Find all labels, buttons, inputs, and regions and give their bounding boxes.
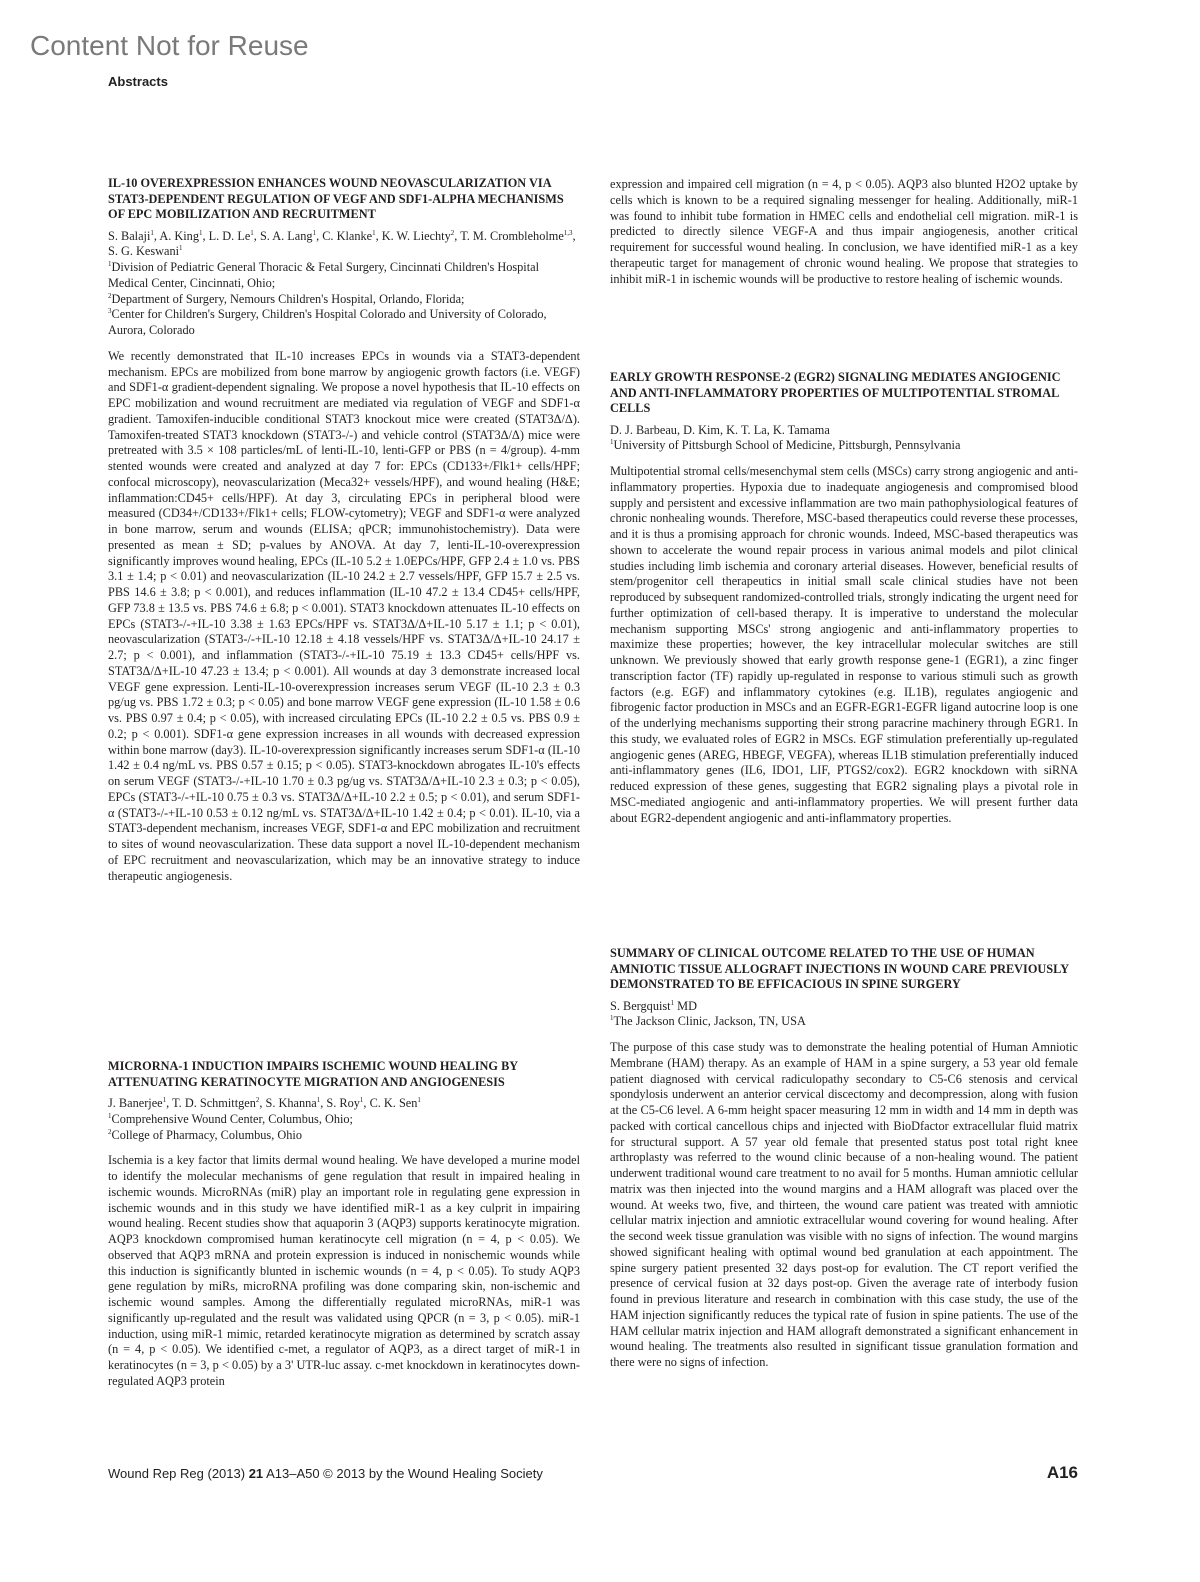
author-name: S. Balaji: [108, 228, 151, 243]
author-affiliation-mark: 1: [316, 1095, 321, 1104]
author-separator: ,: [259, 1096, 266, 1110]
abstract-il10: [108, 176, 580, 884]
author-affiliation-mark: 1: [417, 1095, 421, 1104]
affiliation: [108, 1128, 580, 1144]
section-label: Abstracts: [108, 74, 168, 89]
abstract-body-continued: expression and impaired cell migration (n = 4, p < 0.05). AQP3 also blunted H2O2 uptake by cells which is known to be a required signaling messenger for healing. Additionally, miR-1 was found to inhibit tube formation in HMEC cells and endothelial cell migration. miR-1 is predicted to directly silence VEGF-A and thus impair angiogenesis, another critical requirement for successful wound healing. In conclusion, we have identified miR-1 as a key therapeutic target for management of chronic wound healing. We propose that strategies to inhibit miR-1 in ischemic wounds will be productive to restore healing of ischemic wounds.: [610, 177, 1078, 286]
author-affiliation-mark: 1: [670, 998, 675, 1007]
abstract-title: SUMMARY OF CLINICAL OUTCOME RELATED TO THE USE OF HUMAN AMNIOTIC TISSUE ALLOGRAFT INJECTIONS IN WOUND CARE PREVIOUSLY DEMONSTRATED TO BE EFFICACIOUS IN SPINE SURGERY: [610, 946, 1069, 991]
author-name: J. Banerjee: [108, 1096, 163, 1110]
author-affiliation-mark: 1: [359, 1095, 364, 1104]
affiliation-mark: 3: [108, 307, 112, 316]
affiliation-mark: 2: [108, 291, 112, 300]
author-affiliation-mark: 1: [162, 1095, 167, 1104]
author-affiliation-mark: 1: [198, 228, 203, 237]
author-separator: ,: [676, 422, 684, 437]
abstract-body: The purpose of this case study was to demonstrate the healing potential of Human Amniotic Membrane (HAM) therapy. As an example of HAM in a spine surgery, a 53 year old female patient diagnosed with cervical radiculopathy secondary to C5-C6 stenosis and cervical spondylosis underwent an anterior cervical discectomy and decompression, along with fusion at the C5-C6 level. A 6-mm height spacer measuring 12 mm in width and 14 mm in depth was packed with cortical cancellous chips and injected with BioDfactor extracellular fluid matrix for structural support. A 57 year old female that presented status post total right knee arthroplasty was referred to the wound clinic because of a non-healing wound. The patient underwent traditional wound care treatment to no avail for 5 months. Human amniotic cellular matrix was then injected into the wound margins and a HAM allograft was placed over the wound. At weeks two, five, and thirteen, the wound care patient was treated with amniotic cellular matrix injection and amniotic extracellular wound covering for wound healing. After the second week tissue granulation was visible with no signs of infection. The wound margins showed significant healing with optimal wound bed granulation at each appointment. The spine surgery patient presented 32 days post-op for evalution. The CT report verified the presence of cervical fusion at 32 days post-op. Given the average rate of interbody fusion found in previous literature and research in combination with this case study, the use of the HAM injection significantly reduces the typical rate of fusion in spine patients. The use of the HAM cellular matrix injection and HAM allograft demonstrated a significant enhancement in wound healing. The treatments also resulted in significant tissue granulation formation and there were no signs of infection.: [610, 1040, 1078, 1369]
author-affiliation-mark: 1: [250, 228, 254, 237]
author-name: C. Klanke: [322, 228, 373, 243]
author-separator: ,: [153, 228, 160, 243]
affiliation-list: [610, 1014, 1078, 1030]
author-separator: ,: [320, 1096, 327, 1110]
author-separator: ,: [166, 1096, 173, 1110]
journal-name: Wound Rep Reg (2013): [108, 1466, 246, 1481]
author-separator: ,: [363, 1096, 370, 1110]
author-affiliation-mark: 1: [312, 228, 317, 237]
abstract-microrna1: [108, 1059, 580, 1390]
affiliation-mark: 1: [108, 1111, 112, 1120]
affiliation-list: [610, 438, 1078, 454]
affiliation: [108, 292, 580, 308]
affiliation-text: Comprehensive Wound Center, Columbus, Ohio;: [111, 1111, 353, 1126]
author-separator: ,: [720, 422, 727, 437]
author-name: L. D. Le: [208, 228, 251, 243]
author-name: D. Kim: [683, 422, 720, 437]
affiliation-text: Division of Pediatric General Thoracic & Fetal Surgery, Cincinnati Children's Hospital Medical Center, Cincinnati, Ohio;: [108, 260, 540, 290]
journal-citation: [108, 1466, 543, 1481]
abstract-amniotic: [610, 946, 1078, 1371]
author-list: [610, 999, 1078, 1015]
journal-volume: 21: [248, 1466, 264, 1481]
affiliation-mark: 1: [610, 438, 614, 447]
abstract-title: EARLY GROWTH RESPONSE-2 (EGR2) SIGNALING MEDIATES ANGIOGENIC AND ANTI-INFLAMMATORY PROPERTIES OF MULTIPOTENTIAL STROMAL CELLS: [610, 370, 1061, 415]
author-affiliation-mark: 1,3: [563, 228, 573, 237]
affiliation: [108, 1112, 580, 1128]
abstract-microrna1-continued: [610, 177, 1078, 287]
affiliation-list: [108, 260, 580, 339]
author-separator: ,: [253, 228, 260, 243]
author-list: [610, 423, 1078, 439]
author-name: S. Khanna: [265, 1096, 317, 1110]
affiliation: [610, 438, 1078, 454]
author-name: D. J. Barbeau: [610, 422, 677, 437]
affiliation-text: College of Pharmacy, Columbus, Ohio: [111, 1127, 302, 1142]
abstract-body: We recently demonstrated that IL-10 increases EPCs in wounds via a STAT3-dependent mechanism. EPCs are mobilized from bone marrow by angiogenic growth factors (i.e. VEGF) and SDF1-α gradient-dependent signaling. We propose a novel hypothesis that IL-10 effects on EPC mobilization and wound recruitment are mediated via regulation of VEGF and SDF1-α gradient. Tamoxifen-inducible conditional STAT3 knockout mice were created (STAT3Δ/Δ). Tamoxifen-treated STAT3 knockdown (STAT3-/-) and vehicle control (STAT3Δ/Δ) mice were pretreated with 3.5 × 108 particles/mL of lenti-IL-10, lenti-GFP or PBS (n = 4/group). 4-mm stented wounds were created and analyzed at day 7 for: EPCs (CD133+/Flk1+ cells/HPF; confocal microscopy), neovascularization (Meca32+ vessels/HPF), and wound healing (H&E; inflammation:CD45+ cells/HPF). At day 3, circulating EPCs in peripheral blood were measured (CD34+/CD133+/Flk1+ cells; FLOW-cytometry); VEGF and SDF1-α were analyzed in bone marrow, serum and wounds (ELISA; qPCR; immunohistochemistry). Data were presented as mean ± SD; p-values by ANOVA. At day 7, lenti-IL-10-overexpression significantly improves wound healing, EPCs (IL-10 5.2 ± 1.0EPCs/HPF, GFP 2.4 ± 1.0 vs. PBS 3.1 ± 1.4; p < 0.01) and neovascularization (IL-10 24.2 ± 2.7 vessels/HPF, GFP 15.7 ± 2.5 vs. PBS 14.6 ± 3.8; p < 0.001), and reduces inflammation (IL-10 47.2 ± 13.4 CD45+ cells/HPF, GFP 73.8 ± 13.5 vs. PBS 74.6 ± 6.8; p < 0.001). STAT3 knockdown attenuates IL-10 effects on EPCs (STAT3-/-+IL-10 3.38 ± 1.63 EPCs/HPF vs. STAT3Δ/Δ+IL-10 5.17 ± 1.1; p < 0.01), neovascularization (STAT3-/-+IL-10 12.18 ± 4.18 vessels/HPF vs. STAT3Δ/Δ+IL-10 24.17 ± 2.7; p < 0.001), and inflammation (STAT3-/-+IL-10 75.19 ± 13.3 CD45+ cells/HPF vs. STAT3Δ/Δ+IL-10 47.23 ± 13.4; p < 0.001). All wounds at day 3 demonstrate increased local VEGF gene expression. Lenti-IL-10-overexpression increases serum VEGF (IL-10 2.3 ± 0.3 pg/ug vs. PBS 1.72 ± 0.3; p < 0.05) and bone marrow VEGF gene expression (IL-10 1.58 ± 0.6 vs. PBS 0.97 ± 0.4; p < 0.05), with increased circulating EPCs (IL-10 2.2 ± 0.5 vs. PBS 0.9 ± 0.2; p < 0.001). SDF1-α gene expression increases in all wounds with decreased expression within bone marrow (day3). IL-10-overexpression significantly increases serum SDF1-α (IL-10 1.42 ± 0.4 ng/mL vs. PBS 0.57 ± 0.15; p < 0.05). STAT3-knockdown abrogates IL-10's effects on serum VEGF (STAT3-/-+IL-10 1.70 ± 0.3 pg/ug vs. STAT3Δ/Δ+IL-10 2.3 ± 0.3; p < 0.05), EPCs (STAT3-/-+IL-10 0.75 ± 0.3 vs. STAT3Δ/Δ+IL-10 2.2 ± 0.5; p < 0.01), and serum SDF1-α (STAT3-/-+IL-10 0.53 ± 0.12 ng/mL vs. STAT3Δ/Δ+IL-10 1.42 ± 0.4; p < 0.01). IL-10, via a STAT3-dependent mechanism, increases VEGF, SDF1-α and EPC mobilization and recruitment to sites of wound neovascularization. These data support a novel IL-10-dependent mechanism of EPC recruitment and neovascularization, which may be an innovative strategy to induce therapeutic angiogenesis.: [108, 348, 580, 883]
author-name: A. King: [159, 228, 199, 243]
author-name: K. Tamama: [772, 422, 830, 437]
author-name: S. A. Lang: [259, 228, 313, 243]
author-list: [108, 229, 580, 261]
author-affiliation-mark: 1: [150, 228, 154, 237]
abstract-egr2: [610, 370, 1078, 826]
affiliation-text: Department of Surgery, Nemours Children's Hospital, Orlando, Florida;: [111, 291, 465, 306]
author-name: T. D. Schmittgen: [172, 1096, 256, 1110]
author-separator: ,: [572, 228, 576, 243]
journal-pages-copyright: A13–A50 © 2013 by the Wound Healing Society: [266, 1466, 543, 1481]
affiliation-text: The Jackson Clinic, Jackson, TN, USA: [613, 1014, 806, 1029]
author-list: [108, 1096, 580, 1112]
author-name: S. Bergquist: [610, 998, 671, 1013]
affiliation-mark: 1: [108, 259, 112, 268]
affiliation-mark: 1: [610, 1014, 614, 1023]
page-number: A16: [1046, 1463, 1078, 1482]
author-separator: ,: [375, 228, 382, 243]
author-affiliation-mark: 1: [372, 228, 376, 237]
author-name: K. T. La: [726, 422, 767, 437]
author-name: T. M. Crombleholme: [460, 228, 564, 243]
affiliation: [108, 260, 580, 292]
author-separator: ,: [766, 422, 773, 437]
watermark: Content Not for Reuse: [30, 30, 309, 61]
affiliation-text: University of Pittsburgh School of Medicine, Pittsburgh, Pennsylvania: [613, 438, 961, 453]
abstract-title: MICRORNA-1 INDUCTION IMPAIRS ISCHEMIC WOUND HEALING BY ATTENUATING KERATINOCYTE MIGRATION AND ANGIOGENESIS: [108, 1059, 518, 1089]
affiliation-text: Center for Children's Surgery, Children's Hospital Colorado and University of Colorado, Aurora, Colorado: [108, 307, 547, 337]
affiliation: [610, 1014, 1078, 1030]
author-affiliation-mark: 2: [450, 228, 455, 237]
affiliation-list: [108, 1112, 580, 1144]
author-name: S. Roy: [326, 1096, 360, 1110]
author-affiliation-mark: 1: [179, 244, 183, 253]
affiliation: [108, 307, 580, 339]
abstract-body: Ischemia is a key factor that limits dermal wound healing. We have developed a murine model to identify the molecular mechanisms of gene regulation that result in impaired healing in ischemic wounds. MicroRNAs (miR) play an important role in regulating gene expression in ischemic wounds and in this study we have identified miR-1 as a key culprit in impairing wound healing. Recent studies show that aquaporin 3 (AQP3) supports keratinocyte migration. AQP3 knockdown compromised human keratinocyte cell migration (n = 4, p < 0.05). We observed that AQP3 mRNA and protein expression is induced in nonischemic wounds while this induction is significantly blunted in ischemic wounds (n = 4, p < 0.05). To study AQP3 gene regulation by miRs, microRNA profiling was done comparing skin, non-ischemic and ischemic wound samples. Among the differentially regulated microRNAs, miR-1 was significantly up-regulated and the result was validated using QPCR (n = 3, p < 0.05). miR-1 induction, using miR-1 mimic, retarded keratinocyte migration as determined by scratch assay (n = 4, p < 0.05). We identified c-met, a regulator of AQP3, as a direct target of miR-1 in keratinocytes (n = 3, p < 0.05) by a 3' UTR-luc assay. c-met knockdown in keratinocytes down-regulated AQP3 protein: [108, 1153, 580, 1388]
abstract-body: Multipotential stromal cells/mesenchymal stem cells (MSCs) carry strong angiogenic and anti-inflammatory properties. Hypoxia due to inadequate angiogenesis and compromised blood supply and persistent and excessive inflammation are two main pathophysiological features of chronic nonhealing wounds. Therefore, MSC-based therapeutics could reverse these processes, and it is thus a promising approach for chronic wounds. Indeed, MSC-based therapeutics was shown to accelerate the wound repair process in various animal models and pilot clinical studies including limb ischemia and coronary arterial diseases. However, beneficial results of stem/progenitor cell therapeutics in initial small scale clinical studies have not been reproduced by subsequent randomized-controlled trials, strongly indicating the urgent need for further optimization of cell-based therapy. It is imperative to understand the molecular mechanism supporting MSCs' strong angiogenic and anti-inflammatory properties to maximize these properties; however, the key intracellular molecular switches are still unknown. We previously showed that early growth response gene-1 (EGR1), a zinc finger transcription factor (TF) rapidly up-regulated in response to various stimuli such as growth factors (e.g. EGF) and inflammatory cytokines (e.g. IL1B), regulates angiogenic and fibrogenic factor production in MSCs and an EGFR-EGR1-EGFR ligand autocrine loop is one of the underlying mechanisms supporting their strong paracrine machinery through EGR1. In this study, we evaluated roles of EGR2 in MSCs. EGF stimulation preferentially up-regulated angiogenic genes (AREG, HBEGF, VEGFA), whereas IL1B stimulation preferentially induced anti-inflammatory genes (IL6, IDO1, LIF, PTGS2/cox2). EGR2 knockdown with siRNA reduced expression of these genes, suggesting that EGR2 signaling plays a pivotal role in MSC-mediated angiogenic and anti-inflammatory properties. We will present further data about EGR2-dependent angiogenic and anti-inflammatory properties.: [610, 464, 1078, 825]
abstract-title: IL-10 OVEREXPRESSION ENHANCES WOUND NEOVASCULARIZATION VIA STAT3-DEPENDENT REGULATION OF VEGF AND SDF1-ALPHA MECHANISMS OF EPC MOBILIZATION AND RECRUITMENT: [108, 176, 564, 221]
author-name: K. W. Liechty: [381, 228, 451, 243]
author-separator: ,: [202, 228, 209, 243]
affiliation-mark: 2: [108, 1127, 112, 1136]
author-separator: ,: [316, 228, 323, 243]
author-name: S. G. Keswani: [108, 244, 180, 259]
author-separator: ,: [454, 228, 461, 243]
author-suffix: MD: [674, 998, 697, 1013]
author-name: C. K. Sen: [369, 1096, 418, 1110]
author-affiliation-mark: 2: [255, 1095, 260, 1104]
